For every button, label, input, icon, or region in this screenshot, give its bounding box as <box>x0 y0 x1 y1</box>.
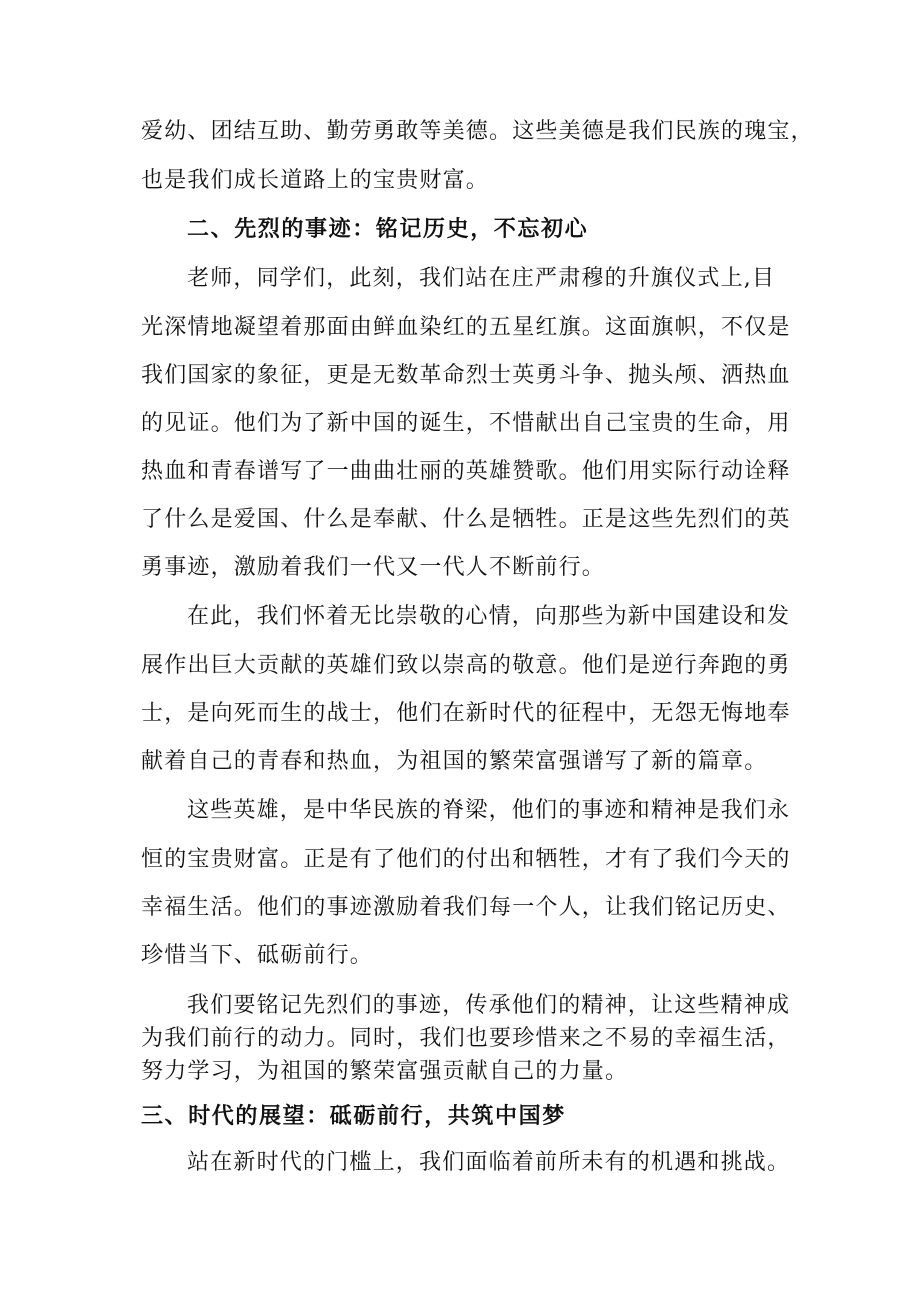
paragraph-line: 士，是向死而生的战士，他们在新时代的征程中，无怨无悔地奉 <box>141 701 791 726</box>
paragraph-line: 了什么是爱国、什么是奉献、什么是牺牲。正是这些先烈们的英 <box>141 507 791 532</box>
paragraph-line: 恒的宝贵财富。正是有了他们的付出和牺牲，才有了我们今天的 <box>141 847 791 872</box>
paragraph-line: 努力学习，为祖国的繁荣富强贡献自己的力量。 <box>141 1059 629 1084</box>
paragraph-line: 我们要铭记先烈们的事迹，传承他们的精神，让这些精神成 <box>187 993 791 1018</box>
paragraph-line: 站在新时代的门槛上，我们面临着前所未有的机遇和挑战。 <box>187 1150 791 1175</box>
section-heading: 三、时代的展望：砥砺前行，共筑中国梦 <box>141 1103 566 1129</box>
paragraph-line: 幸福生活。他们的事迹激励着我们每一个人，让我们铭记历史、 <box>141 895 791 920</box>
paragraph-line: 的见证。他们为了新中国的诞生，不惜献出自己宝贵的生命，用 <box>141 411 791 436</box>
paragraph-line: 这些英雄，是中华民族的脊梁，他们的事迹和精神是我们永 <box>187 798 791 823</box>
paragraph-line: 在此，我们怀着无比崇敬的心情，向那些为新中国建设和发 <box>187 604 791 629</box>
paragraph-line: 勇事迹，激励着我们一代又一代人不断前行。 <box>141 555 606 580</box>
paragraph-line: 珍惜当下、砥砺前行。 <box>141 943 374 968</box>
paragraph-line: 我们国家的象征，更是无数革命烈士英勇斗争、抛头颅、洒热血 <box>141 363 791 388</box>
paragraph-line: 爱幼、团结互助、勤劳勇敢等美德。这些美德是我们民族的瑰宝， <box>141 119 814 144</box>
paragraph-line: 为我们前行的动力。同时，我们也要珍惜来之不易的幸福生活， <box>141 1026 791 1051</box>
paragraph-line: 展作出巨大贡献的英雄们致以崇高的敬意。他们是逆行奔跑的勇 <box>141 653 791 678</box>
paragraph-line: 老师，同学们，此刻，我们站在庄严肃穆的升旗仪式上,目 <box>187 266 776 291</box>
section-heading: 二、先烈的事迹：铭记历史，不忘初心 <box>187 216 589 242</box>
paragraph-line: 也是我们成长道路上的宝贵财富。 <box>141 168 490 193</box>
paragraph-line: 献着自己的青春和热血，为祖国的繁荣富强谱写了新的篇章。 <box>141 749 768 774</box>
paragraph-line: 热血和青春谱写了一曲曲壮丽的英雄赞歌。他们用实际行动诠释 <box>141 459 791 484</box>
paragraph-line: 光深情地凝望着那面由鲜血染红的五星红旗。这面旗帜，不仅是 <box>141 315 791 340</box>
